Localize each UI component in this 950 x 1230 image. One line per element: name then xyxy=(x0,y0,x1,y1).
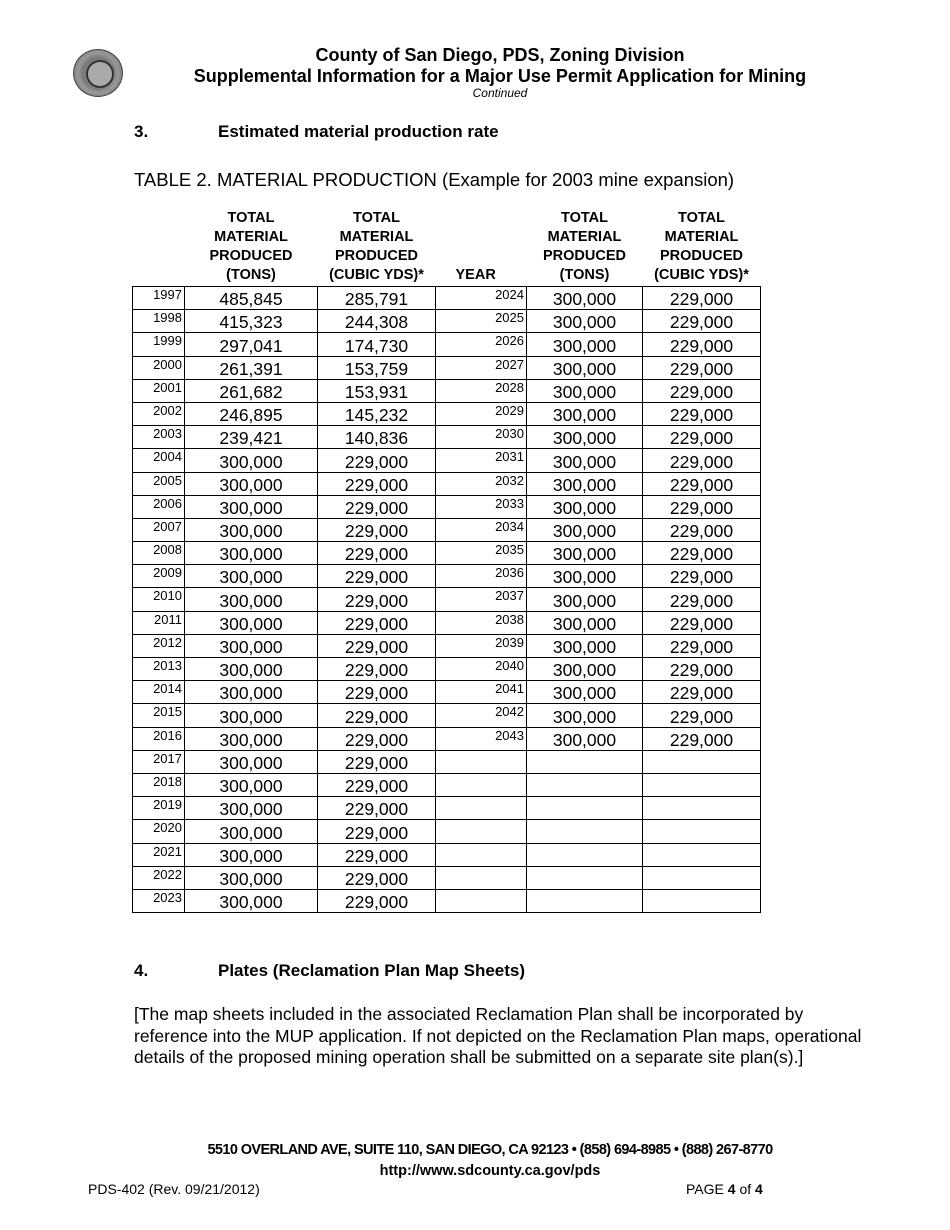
year-cell: 2029 xyxy=(436,402,527,425)
value-cell: 300,000 xyxy=(185,658,318,681)
production-table xyxy=(132,209,761,913)
value-cell: 153,759 xyxy=(318,356,436,379)
value-cell: 229,000 xyxy=(643,472,761,495)
value-cell: 229,000 xyxy=(318,773,436,796)
value-cell: 229,000 xyxy=(643,588,761,611)
year-cell: 2037 xyxy=(436,588,527,611)
value-cell: 300,000 xyxy=(185,634,318,657)
table-row xyxy=(133,704,761,727)
value-cell: 229,000 xyxy=(643,658,761,681)
table-row xyxy=(133,287,761,310)
value-cell: 229,000 xyxy=(643,287,761,310)
value-cell: 300,000 xyxy=(185,449,318,472)
page-of: of xyxy=(735,1181,756,1197)
value-cell: 300,000 xyxy=(527,402,643,425)
value-cell: 300,000 xyxy=(527,634,643,657)
value-cell: 145,232 xyxy=(318,402,436,425)
table-row xyxy=(133,542,761,565)
value-cell: 485,845 xyxy=(185,287,318,310)
value-cell: 229,000 xyxy=(318,658,436,681)
footer-address: 5510 OVERLAND AVE, SUITE 110, SAN DIEGO, CA 92123 • (858) 694-8985 • (888) 267-8770 xyxy=(207,1142,773,1158)
value-cell xyxy=(643,889,761,912)
header-title: County of San Diego, PDS, Zoning Division xyxy=(315,45,685,65)
value-cell: 229,000 xyxy=(643,356,761,379)
value-cell: 300,000 xyxy=(527,588,643,611)
year-cell: 2016 xyxy=(133,727,185,750)
year-cell xyxy=(436,889,527,912)
year-cell: 2017 xyxy=(133,750,185,773)
value-cell: 229,000 xyxy=(318,634,436,657)
value-cell: 300,000 xyxy=(527,449,643,472)
value-cell: 229,000 xyxy=(318,565,436,588)
value-cell: 229,000 xyxy=(643,426,761,449)
value-cell: 300,000 xyxy=(527,379,643,402)
table-caption: TABLE 2. MATERIAL PRODUCTION (Example for 2003 mine expansion) xyxy=(134,169,735,190)
header-subtitle: Supplemental Information for a Major Use Permit Application for Mining xyxy=(193,66,807,86)
page-prefix: PAGE xyxy=(686,1181,728,1197)
year-cell: 2022 xyxy=(133,866,185,889)
year-cell: 2025 xyxy=(436,310,527,333)
value-cell: 300,000 xyxy=(527,495,643,518)
section-number: 4. xyxy=(134,961,149,980)
value-cell xyxy=(643,797,761,820)
value-cell xyxy=(527,797,643,820)
table-row xyxy=(133,820,761,843)
value-cell: 300,000 xyxy=(185,704,318,727)
value-cell: 229,000 xyxy=(318,495,436,518)
year-cell: 2001 xyxy=(133,379,185,402)
table-row xyxy=(133,773,761,796)
value-cell: 229,000 xyxy=(318,750,436,773)
year-cell xyxy=(436,773,527,796)
table-row xyxy=(133,797,761,820)
table-row xyxy=(133,426,761,449)
form-number: PDS-402 (Rev. 09/21/2012) xyxy=(88,1181,260,1197)
value-cell: 300,000 xyxy=(527,658,643,681)
value-cell: 229,000 xyxy=(643,495,761,518)
column-header: TOTAL MATERIAL PRODUCED (CUBIC YDS)* xyxy=(654,210,749,283)
value-cell: 300,000 xyxy=(185,797,318,820)
value-cell: 229,000 xyxy=(643,611,761,634)
value-cell: 300,000 xyxy=(527,333,643,356)
year-cell: 2004 xyxy=(133,449,185,472)
value-cell: 229,000 xyxy=(643,379,761,402)
value-cell: 297,041 xyxy=(185,333,318,356)
year-cell: 2042 xyxy=(436,704,527,727)
value-cell: 300,000 xyxy=(185,542,318,565)
year-cell: 2036 xyxy=(436,565,527,588)
value-cell: 229,000 xyxy=(643,542,761,565)
year-cell: 2020 xyxy=(133,820,185,843)
section-4-text: [The map sheets included in the associated Reclamation Plan shall be incorporated by reference into the MUP application. If not depicted on the Reclamation Plan maps, operational details of the proposed mining operation shall be submitted on a separate site plan(s).] xyxy=(134,1004,862,1067)
table-row xyxy=(133,634,761,657)
value-cell xyxy=(527,820,643,843)
year-cell: 2041 xyxy=(436,681,527,704)
column-header xyxy=(133,209,185,287)
year-cell: 2010 xyxy=(133,588,185,611)
value-cell: 300,000 xyxy=(527,518,643,541)
value-cell: 300,000 xyxy=(185,727,318,750)
value-cell: 300,000 xyxy=(185,681,318,704)
value-cell: 229,000 xyxy=(318,611,436,634)
value-cell: 300,000 xyxy=(185,889,318,912)
value-cell: 229,000 xyxy=(318,704,436,727)
year-cell: 2039 xyxy=(436,634,527,657)
year-cell: 2028 xyxy=(436,379,527,402)
value-cell: 300,000 xyxy=(527,472,643,495)
year-cell xyxy=(436,750,527,773)
value-cell xyxy=(643,773,761,796)
value-cell: 300,000 xyxy=(527,310,643,333)
value-cell: 300,000 xyxy=(185,611,318,634)
year-cell: 2008 xyxy=(133,542,185,565)
value-cell: 300,000 xyxy=(527,542,643,565)
value-cell: 300,000 xyxy=(185,588,318,611)
year-cell: 2027 xyxy=(436,356,527,379)
value-cell: 229,000 xyxy=(643,634,761,657)
year-cell: 2015 xyxy=(133,704,185,727)
table-row xyxy=(133,866,761,889)
value-cell: 300,000 xyxy=(527,704,643,727)
year-cell: 2012 xyxy=(133,634,185,657)
table-row xyxy=(133,379,761,402)
column-header: TOTAL MATERIAL PRODUCED (CUBIC YDS)* xyxy=(329,210,424,283)
year-cell: 2006 xyxy=(133,495,185,518)
table-row xyxy=(133,402,761,425)
year-cell: 2040 xyxy=(436,658,527,681)
value-cell: 300,000 xyxy=(185,472,318,495)
value-cell: 239,421 xyxy=(185,426,318,449)
value-cell: 244,308 xyxy=(318,310,436,333)
value-cell: 229,000 xyxy=(318,681,436,704)
value-cell: 229,000 xyxy=(643,333,761,356)
value-cell: 300,000 xyxy=(185,495,318,518)
table-row xyxy=(133,356,761,379)
value-cell: 300,000 xyxy=(185,820,318,843)
value-cell xyxy=(527,866,643,889)
table-row xyxy=(133,681,761,704)
value-cell: 300,000 xyxy=(185,750,318,773)
table-row xyxy=(133,588,761,611)
value-cell: 229,000 xyxy=(318,843,436,866)
section-number: 3. xyxy=(134,122,149,141)
year-cell: 2005 xyxy=(133,472,185,495)
value-cell: 300,000 xyxy=(527,611,643,634)
value-cell xyxy=(527,843,643,866)
table-row xyxy=(133,495,761,518)
year-cell: 2034 xyxy=(436,518,527,541)
year-cell: 2009 xyxy=(133,565,185,588)
page-current: 4 xyxy=(727,1181,736,1197)
value-cell: 300,000 xyxy=(185,866,318,889)
table-row xyxy=(133,310,761,333)
value-cell xyxy=(527,750,643,773)
value-cell: 415,323 xyxy=(185,310,318,333)
year-cell: 2043 xyxy=(436,727,527,750)
value-cell: 300,000 xyxy=(527,356,643,379)
section-3-heading xyxy=(134,122,499,142)
year-cell: 2018 xyxy=(133,773,185,796)
year-cell: 2000 xyxy=(133,356,185,379)
header-continued: Continued xyxy=(472,86,528,100)
value-cell: 246,895 xyxy=(185,402,318,425)
value-cell: 300,000 xyxy=(527,565,643,588)
value-cell: 229,000 xyxy=(318,866,436,889)
value-cell: 229,000 xyxy=(643,402,761,425)
value-cell: 300,000 xyxy=(185,518,318,541)
year-cell: 1998 xyxy=(133,310,185,333)
value-cell: 229,000 xyxy=(643,310,761,333)
value-cell: 261,391 xyxy=(185,356,318,379)
year-cell: 2007 xyxy=(133,518,185,541)
year-cell: 2038 xyxy=(436,611,527,634)
year-cell: 1999 xyxy=(133,333,185,356)
footer-url[interactable]: http://www.sdcounty.ca.gov/pds xyxy=(379,1163,601,1179)
value-cell: 229,000 xyxy=(318,449,436,472)
year-cell: 2014 xyxy=(133,681,185,704)
value-cell: 300,000 xyxy=(185,773,318,796)
year-cell: 2019 xyxy=(133,797,185,820)
value-cell: 174,730 xyxy=(318,333,436,356)
year-cell: 2011 xyxy=(133,611,185,634)
value-cell xyxy=(643,750,761,773)
year-cell: 2026 xyxy=(436,333,527,356)
year-cell xyxy=(436,866,527,889)
year-cell: 2031 xyxy=(436,449,527,472)
year-cell: 2030 xyxy=(436,426,527,449)
year-cell: 2002 xyxy=(133,402,185,425)
value-cell: 229,000 xyxy=(318,727,436,750)
year-cell: 2003 xyxy=(133,426,185,449)
value-cell: 229,000 xyxy=(318,588,436,611)
value-cell xyxy=(527,889,643,912)
value-cell: 300,000 xyxy=(527,426,643,449)
value-cell xyxy=(643,866,761,889)
value-cell: 229,000 xyxy=(318,518,436,541)
section-4-heading xyxy=(134,961,525,981)
value-cell: 229,000 xyxy=(318,472,436,495)
value-cell: 300,000 xyxy=(185,565,318,588)
value-cell: 300,000 xyxy=(527,287,643,310)
value-cell: 285,791 xyxy=(318,287,436,310)
year-cell: 2035 xyxy=(436,542,527,565)
value-cell: 300,000 xyxy=(185,843,318,866)
year-cell xyxy=(436,843,527,866)
table-row xyxy=(133,611,761,634)
year-cell: 2013 xyxy=(133,658,185,681)
value-cell: 229,000 xyxy=(318,542,436,565)
year-cell: 2021 xyxy=(133,843,185,866)
value-cell: 300,000 xyxy=(527,727,643,750)
value-cell: 300,000 xyxy=(527,681,643,704)
year-cell: 2032 xyxy=(436,472,527,495)
section-title: Estimated material production rate xyxy=(218,122,499,141)
value-cell: 229,000 xyxy=(318,797,436,820)
value-cell: 229,000 xyxy=(643,518,761,541)
value-cell: 229,000 xyxy=(643,681,761,704)
value-cell: 153,931 xyxy=(318,379,436,402)
year-cell xyxy=(436,797,527,820)
year-cell: 2023 xyxy=(133,889,185,912)
value-cell: 140,836 xyxy=(318,426,436,449)
table-row xyxy=(133,333,761,356)
value-cell: 229,000 xyxy=(643,565,761,588)
value-cell: 229,000 xyxy=(643,727,761,750)
table-row xyxy=(133,889,761,912)
table-row xyxy=(133,449,761,472)
table-row xyxy=(133,843,761,866)
table-row xyxy=(133,658,761,681)
value-cell xyxy=(643,820,761,843)
page-number xyxy=(686,1181,763,1197)
table-row xyxy=(133,727,761,750)
table-row xyxy=(133,472,761,495)
column-header: YEAR xyxy=(455,267,496,283)
value-cell xyxy=(527,773,643,796)
value-cell: 261,682 xyxy=(185,379,318,402)
table-row xyxy=(133,750,761,773)
value-cell xyxy=(643,843,761,866)
page-total: 4 xyxy=(755,1181,763,1197)
value-cell: 229,000 xyxy=(643,449,761,472)
column-header: TOTAL MATERIAL PRODUCED (TONS) xyxy=(543,210,626,283)
section-title: Plates (Reclamation Plan Map Sheets) xyxy=(218,961,526,980)
year-cell: 2033 xyxy=(436,495,527,518)
year-cell: 1997 xyxy=(133,287,185,310)
table-row xyxy=(133,518,761,541)
value-cell: 229,000 xyxy=(318,889,436,912)
value-cell: 229,000 xyxy=(643,704,761,727)
table-row xyxy=(133,565,761,588)
year-cell xyxy=(436,820,527,843)
county-seal-logo xyxy=(73,49,123,97)
year-cell: 2024 xyxy=(436,287,527,310)
value-cell: 229,000 xyxy=(318,820,436,843)
column-header: TOTAL MATERIAL PRODUCED (TONS) xyxy=(209,210,293,283)
